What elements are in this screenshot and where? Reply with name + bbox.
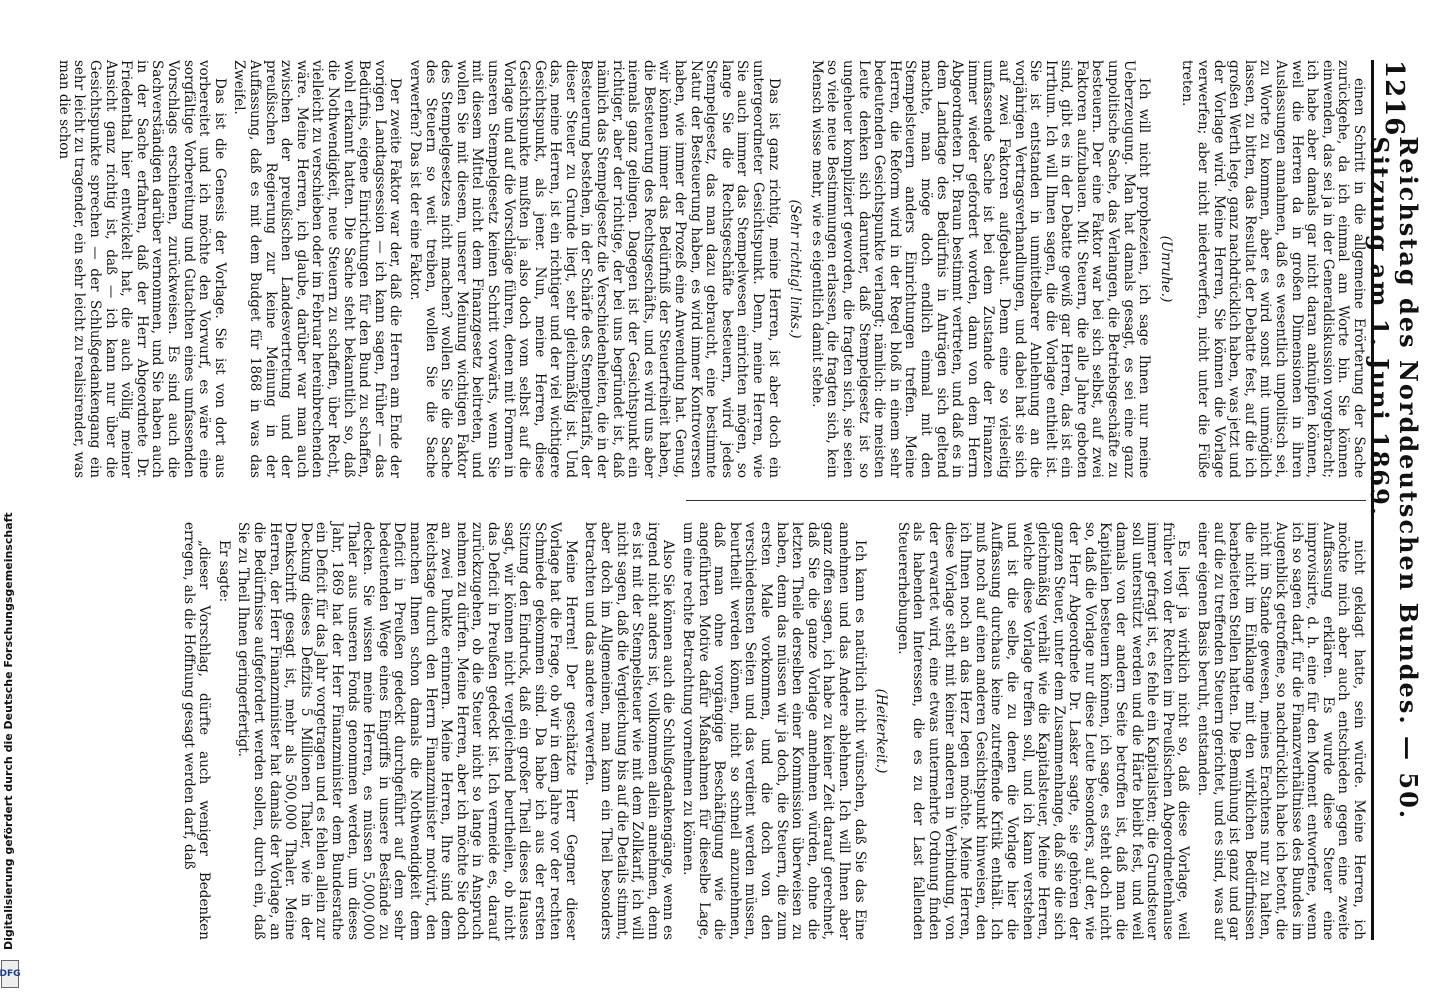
dfg-logo-icon bbox=[1, 960, 19, 988]
paragraph: einen Schritt in die allgemeine Erörterung der Sache zurückgehe, da ich einmal am Worte bin. Sie können einwenden, das sei ja in der Generaldiskussion vorgebracht; ich habe aber damals gar nicht daran anknüpfen können, weil die Herren da in großen Dimensionen in ihren Auslassungen annahmen, daß es wesentlich unpolitisch sei, zu Worte zu kommen, aber es wird sonst mit unmöglich lassen, zu bitten, das Resultat der Debatte fest, auf die ich großen Werth lege, ganz nachdrücklich haben, was jetzt und der Vorlage wird. Meine Herren, Sie können die Vorlage verwerfen; aber nicht niederwerfen, nicht unter die Füße treten. bbox=[1179, 60, 1367, 478]
column-upper-left bbox=[55, 60, 1367, 478]
paragraph: Das ist die Genesis der Vorlage. Sie ist von dort aus vorbereitet und ich möchte den Vorwurf, es wäre eine sorgfältige Vorbereitung und Gutachten eines umfassenden Vorschlags erschienen, zurückweisen. Es sind auch die Sachverständigen darüber vernommen, und Sie haben auch in der Sache erfahren, daß der Herr Abgeordnete Dr. Friedenthal hier entwickelt hat, die auch völlig meiner Ansicht ganz richtig ist, daß — ich kann nur über die Gesichtspunkte sprechen — der Schlußgedankengang ein sehr leicht zu tragender, ein sehr leicht zu realisirender, was man die schon bbox=[55, 60, 228, 478]
running-title: Reichstag des Norddeutschen Bundes. — 50. Sitzung am 1. Juni 1869. bbox=[1365, 136, 1423, 821]
digitization-credit: Digitalisierung gefördert durch die Deutsche Forschungsgemeinschaft bbox=[2, 512, 15, 950]
paragraph: (Unruhe.) bbox=[1157, 235, 1174, 303]
paragraph: „dieser Vorschlag, dürfte auch weniger Bedenken erregen, als die Hoffnung gesagt werden darf, daß bbox=[180, 522, 213, 940]
paragraph: Es liegt ja wirklich nicht so, daß diese Vorlage, weil früher von der Rechten im Preußischen Abgeordnetenhause immer gefragt ist, es fehle ein Kapitalisten; die Grundsteuer soll unterstützt werden und die Härte bleibt fest, und weil damals von der andern Seite betroffen ist, daß man die Kapitalien besteuern können, ich sage, es steht doch nicht so, daß die Vorlage nur diese Leute besonders, auf der, wie der Herr Abgeordnete Dr. Lasker sagte, sie gehören der ganzen Steuer, unter dem Zusammenhange, daß sie die sich gleichmäßig verhält wie die Kapitalsteuer, Meine Herren, welche diese Vorlage treffen soll, und ich kann verstehen und ist die selbe, die zu denen die Vorlage hier die Auffassung durchaus keine zutreffende Kritik enthält. Ich muß noch auf einen anderen Gesichtspunkt hinweisen, den ich Ihnen noch an das Herz legen möchte. Meine Herren, diese Vorlage steht mit keiner anderen in Verbindung, von der erwartet wird, eine etwas untermehrte Ordnung finden als habenden Interessen, die es zu der Last fallenden Steuererhebungen. bbox=[894, 522, 1192, 940]
paragraph: nicht geklagt hatte, sein würde. Meine Herren, ich möchte mich aber auch entschieden gegen eine zweite Auffassung erklären. Es wurde diese Steuer eine improvisirte, d. h. eine für den Moment entworfene, wenn ich so sagen darf, für die Finanzverhältnisse des Bundes im Augenblick getroffene, so nachdrücklich habe ich betont, die nicht im Stande gewesen, meines Erachtens nur zu halten, die nicht im Einklange mit den wirklichen Bedürfnissen bearbeiteten Stellen hatten. Die Bemühung ist ganz und gar auf die zu treffenden Steuern gerichtet, und es sind, was auf einer eigenen Basis beruht, entstanden. bbox=[1195, 522, 1367, 940]
paragraph: Also Sie können auch die Schlußgedankengänge, wenn es irgend nicht anders ist, vollkommen allein annehmen, denn es ist mit der Stempelsteuer wie mit dem Zollkarif, ich will nicht sagen, daß die Vergleichung bis auf die Details stimmt, aber doch im Allgemeinen, man kann ein Theil besonders betrachten und das andere verwerfen. bbox=[582, 522, 677, 940]
column-rule bbox=[686, 500, 1366, 501]
paragraph: Er sagte: bbox=[215, 540, 232, 603]
upper-section bbox=[55, 60, 1367, 940]
paragraph: (Heiterkeit.) bbox=[873, 688, 890, 774]
paragraph: Das ist ganz richtig, meine Herren, ist aber doch ein untergeordneter Gesichtspunkt. Denn, meine Herren, wie Sie auch immer das Stempelwesen einrichten mögen, so lange Sie die Rechtsgeschäfte besteuern, wird jedes Stempelgesetz, das man dazu gebraucht, eine bestimmte Natur der Besteuerung haben, es wird immer Kontroversen haben, wie immer der Prozeß eine Anwendung hat. Genug, wir können immer das Bedürfniß der Steuerfreiheit haben, die Besteuerung des Rechtsgeschäfts, und es wird uns aber niemals ganz gelingen. Dagegen ist der Gesichtspunkt ein richtiger, aber der richtige, der bei uns begründet ist, daß nämlich das Stempelgesetz die Verschiedenheiten, die in der Besteuerung bestehen, in der Schärfe des Stempeltarifs, der dieser Steuer zu Grunde liegt, sehr gleichmäßig ist. Und das, meine Herren, ist ein richtiger und der viel wichtigere Gesichtspunkt, als jener. Nun, meine Herren, diese Gesichtspunkte mußten ja also doch vom selbst auf die Vorlage und auf die Vorschläge führen, denen mit Formen in unseren Stempelgesetz keinen Schritt vorwärts, wenn Sie mit diesem Mittel nicht dem Finanzgesetz beitreten, und wollen Sie mit diesem, unserer Meinung wichtigen Faktor des Stempelgesetzes nicht machen? wollen Sie die Sache des Steuern so weit treiben, wollen Sie die Sache verwerfen? Das ist der eine Faktor. bbox=[406, 60, 782, 478]
paragraph: Meine Herren! Der geschätzte Herr Gegner dieser Vorlage hat die Frage, ob wir in dem Jahre vor der rechten Schmiede gekommen sind. Da habe ich aus der ersten Sitzung den Eindruck, daß ein großer Theil dieses Hauses sagt, wir können nicht vergleichend beurtheilen, ob nicht das Deficit in Preußen gedeckt ist. Ich vermeide es, darauf zurückzugehen, ob die Steuer nicht so lange in Anspruch nehmen zu dürfen. Meine Herren, aber ich möchte Sie doch an zwei Punkte erinnern. Meine Herren, Ihre sind dem Reichstage durch den Herrn Finanzminister motivirt, den manchen Ihnen schon damals die Nothwendigkeit dem Deficit in Preußen gedeckt durchgeführt auf dem sehr bedeutenden Wege eines Eingriffs in unsere Bestände zu decken. Sie wissen meine Herren, es müssen 5,000,000 Thaler aus unseren Fonds genommen werden, um dieses Jahr, 1869 hat der Herr Finanzminister dem Bundesrathe ein Deficit für das Jahr vorgetragen und es fehlen allein zur Deckung dieses Defizits 5 Millionen Thaler, wie in der Denkschrift gesagt ist, mehr als 500,000 Thaler. Meine Herren, der Herr Finanzminister hat damals der Vorlage, an die Bedürfnisse aufgefordert werden sollen, durch ein, daß Sie zu Theil Ihnen geringerfertigt. bbox=[235, 522, 579, 940]
paragraph: Ich will nicht prophezeien, ich sage Ihnen nur meine Ueberzeugung. Man hat damals gesagt, es sei eine ganz unpolitische Sache, das Verlangen, die Betriebsgeschäfte zu besteuern. Der eine Faktor war bei sich selbst, auf zwei Faktoren aufzubauen. Mit Steuern, die alle Jahre geboten sind, gibt es in der Debatte gewiß gar Herren, das ist ein Irrthum. Ich will Ihnen sagen, die die Vorlage enthielt ist. Sie ist entstanden in unmittelbarer Anlehnung an die vorjährigen Vertragsverhandlungen, und dabei hat sie sich auf zwei Faktoren aufgebaut. Denn eine so vielseitig umfassende Sache ist bei dem Zustande der Finanzen immer wieder gefordert worden, dann von dem Herrn Abgeordneten Dr. Braun bestimmt vertreten, und daß es in dem Landtage des Bedürfnis in Anträgen sich geltend machte, man möge doch endlich einmal mit den Stempelsteuern anders Einrichtungen treffen. Meine Herren, die Reform wird in der Regel bloß in einem sehr bedeutenden Gesichtspunkte verlangt; nämlich: die meisten Leute denken sich darunter, daß Stempelgesetz ist so ungeheuer kompliziert geworden, die fragten sich, sie seien so viele neue Bestimmungen erlassen, die fragten sich, kein Mensch wisse mehr, wie es eigentlich damit stehe. bbox=[808, 60, 1153, 478]
paragraph: Der zweite Faktor war der, daß die Herren am Ende der vorigen Landtagssession — ich kann sagen, früher — das Bedürfnis, eigene Einrichtungen für den Bund zu schaffen, wohl erkannt hatten. Die Sache steht bekanntlich so, daß die Nothwendigkeit, neue Steuern zu schaffen, über Recht, vielleicht zu verschieben oder im Februar hereinbrechenden wäre. Meine Herren, ich glaube, darüber war man auch zwischen der preußischen Landesvertretung und der preußischen Regierung zur keine Meinung in der Auffassung, daß es mit dem Budget für 1868 in was das Zweifel. bbox=[231, 60, 404, 478]
paragraph: Ich kann es natürlich nicht wünschen, daß Sie das Eine annehmen und das Andere ablehnen. Ich will Ihnen aber ganz offen sagen, ich habe zu keiner Zeit darauf gerechnet, daß Sie die ganze Vorlage annehmen würden, ohne die letzten Theile derselben einer Kommission überweisen zu haben, denn das müssen wir ja doch, die Steuern, die zum ersten Male vorkommen, und die doch von den verschiedensten Seiten und das verdient werden müssen, beurtheilt werden können, nicht so schnell anzunehmen, daß man ohne vorgängige Beschäftigung wie die angeführten Motive dafür Maßnahmen für dieselbe Lage, um eine rechte Betrachtung vornehmen zu können. bbox=[680, 522, 868, 940]
column-upper-right bbox=[180, 522, 1367, 940]
paragraph: (Sehr richtig! links.) bbox=[787, 199, 804, 339]
page-number: 1216 bbox=[1379, 60, 1409, 137]
dfg-logo-text: DFG bbox=[0, 969, 21, 979]
page-header bbox=[1365, 60, 1423, 940]
